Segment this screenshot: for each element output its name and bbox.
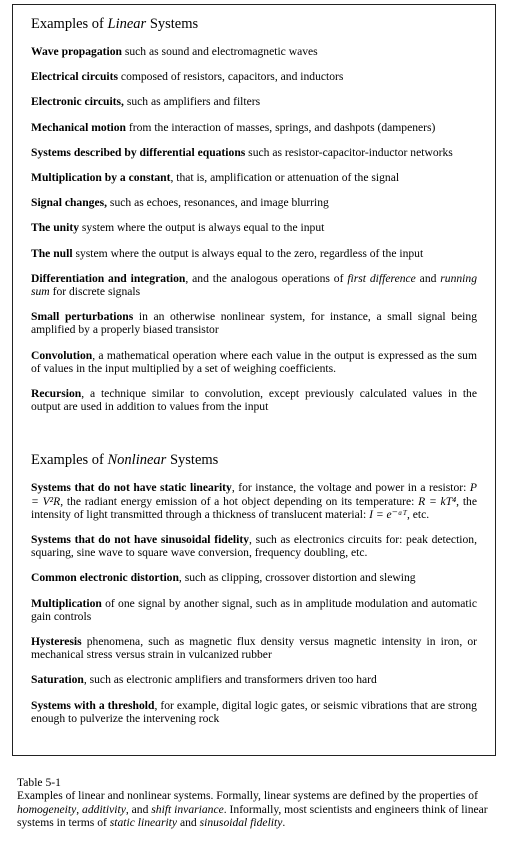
nonlinear-item-hysteresis: Hysteresis phenomena, such as magnetic flux density versus magnetic intensity in iron, or mechanical stress versus strain in vulcanized rubber xyxy=(31,635,477,662)
section-spacer xyxy=(31,425,477,451)
table-frame xyxy=(12,4,496,756)
caption-label: Table 5-1 xyxy=(17,776,61,789)
linear-item-signal-changes: Signal changes, such as echoes, resonances, and image blurring xyxy=(31,196,329,210)
linear-item-differentiation-integration: Differentiation and integration, and the analogous operations of first difference and running sum for discrete signals xyxy=(31,271,477,299)
formula-radiant: R = kT⁴ xyxy=(418,494,457,508)
linear-item-mechanical-motion: Mechanical motion from the interaction of masses, springs, and dashpots (dampeners) xyxy=(31,120,436,134)
nonlinear-item-sinusoidal-fidelity: Systems that do not have sinusoidal fidelity, such as electronics circuits for: peak detection, squaring, sine wave to square wave conversion, frequency doubling, etc. xyxy=(31,533,478,560)
linear-item-recursion: Recursion, a technique similar to convolution, except previously calculated values in the output are used in addition to values from the input xyxy=(31,387,477,414)
linear-item-multiplication-constant: Multiplication by a constant, that is, amplification or attenuation of the signal xyxy=(31,171,400,185)
linear-item-differential-equations: Systems described by differential equations such as resistor-capacitor-inductor networks xyxy=(31,145,453,159)
linear-item-convolution: Convolution, a mathematical operation where each value in the output is expressed as the sum of values in the input multiplied by a set of weighing coefficients. xyxy=(31,348,477,375)
linear-item-electrical-circuits: Electrical circuits composed of resistors, capacitors, and inductors xyxy=(31,70,344,84)
linear-section-title: Examples of Linear Systems xyxy=(31,16,199,32)
formula-power: P = V²R xyxy=(31,481,477,508)
nonlinear-item-threshold: Systems with a threshold, for example, digital logic gates, or seismic vibrations that are strong enough to pulverize the intervening rock xyxy=(31,698,477,725)
linear-item-unity-system: The unity system where the output is always equal to the input xyxy=(31,221,325,235)
caption-text: Examples of linear and nonlinear systems. Formally, linear systems are defined by the properties of homogeneity, additivity, and shift invariance. Informally, most scientists and engineers think of linear systems in terms of static linearity and sinusoidal fidelity. xyxy=(17,789,488,830)
table-caption xyxy=(17,776,497,830)
nonlinear-item-static-linearity: Systems that do not have static linearity, for instance, the voltage and power in a resistor: P = V²R, the radiant energy emission of a hot object depending on its temperature: R = kT⁴, the intensity of light transmitted through a thickness of translucent material: I = e⁻ᵅᵀ, etc. xyxy=(31,481,477,521)
linear-item-wave-propagation: Wave propagation such as sound and electromagnetic waves xyxy=(31,45,318,58)
nonlinear-section-title: Examples of Nonlinear Systems xyxy=(31,452,219,469)
formula-intensity: I = e⁻ᵅᵀ xyxy=(369,507,407,521)
nonlinear-item-multiplication: Multiplication of one signal by another signal, such as in amplitude modulation and automatic gain controls xyxy=(31,596,477,623)
nonlinear-item-saturation: Saturation, such as electronic amplifiers and transformers driven too hard xyxy=(31,673,377,687)
linear-item-small-perturbations: Small perturbations in an otherwise nonlinear system, for instance, a small signal being amplified by a properly biased transistor xyxy=(31,310,477,337)
linear-item-electronic-circuits: Electronic circuits, such as amplifiers and filters xyxy=(31,95,261,109)
nonlinear-item-electronic-distortion: Common electronic distortion, such as clipping, crossover distortion and slewing xyxy=(31,571,416,585)
table-content xyxy=(31,15,477,737)
linear-item-null-system: The null system where the output is always equal to the zero, regardless of the input xyxy=(31,246,424,260)
